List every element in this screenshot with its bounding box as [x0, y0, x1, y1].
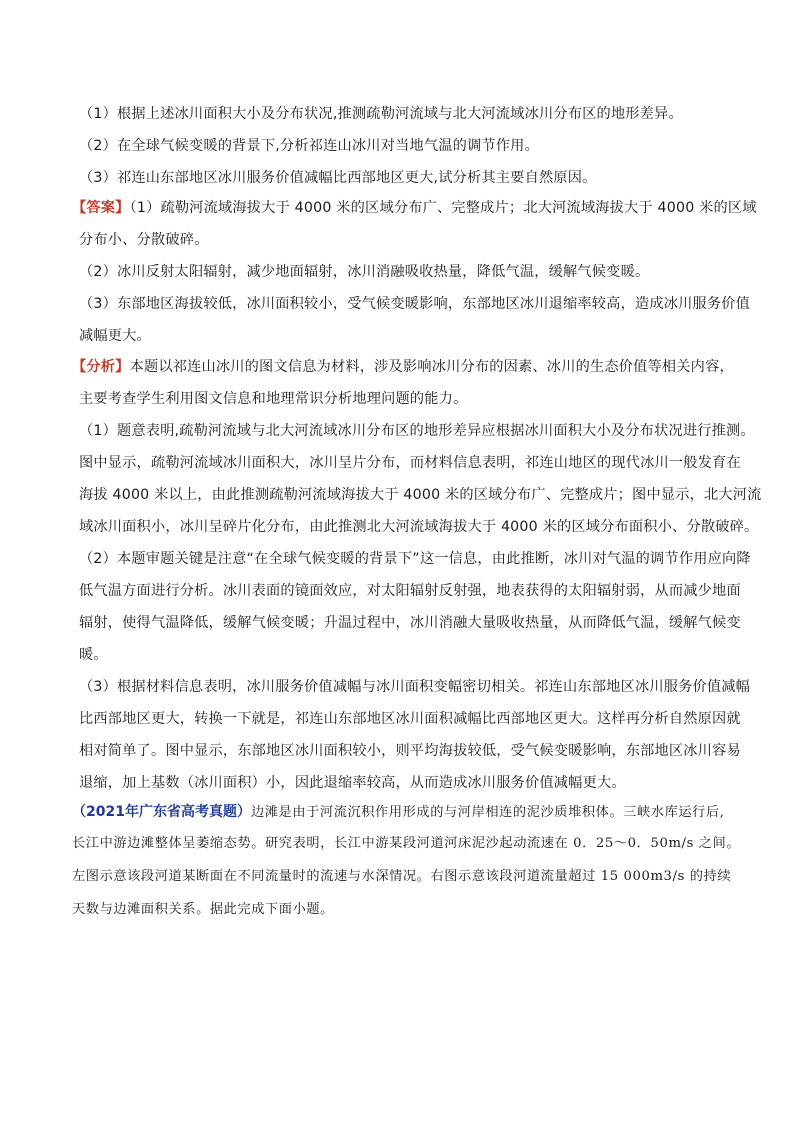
analysis-p3-line-2: 比西部地区更大，转换一下就是，祁连山东部地区冰川面积减幅比西部地区更大。这样再分析自然原因就 — [79, 711, 741, 727]
next-question-stem — [72, 794, 741, 926]
answer-1-text: （1）疏勒河流域海拔大于 4000 米的区域分布广、完整成片；北大河流域海拔大于 4000 米的区域 — [129, 200, 757, 216]
analysis-p1-line-2: 图中显示，疏勒河流域冰川面积大，冰川呈片分布，而材料信息表明，祁连山地区的现代冰川一般发育在 — [79, 455, 741, 471]
analysis-tag: 【分析】 — [72, 359, 130, 375]
analysis-p1-line-4: 域冰川面积小，冰川呈碎片化分布，由此推测北大河流域海拔大于 4000 米的区域分布面积小、分散破碎。 — [79, 519, 759, 535]
answer-section — [72, 192, 757, 352]
analysis-p2-line-4: 暖。 — [79, 647, 108, 663]
question-2: （2）在全球气候变暖的背景下,分析祁连山冰川对当地气温的调节作用。 — [79, 138, 539, 154]
next-question-line-4: 天数与边滩面积关系。据此完成下面小题。 — [72, 902, 334, 917]
next-question-line-3: 左图示意该段河道某断面在不同流量时的流速与水深情况。右图示意该段河道流量超过 15 000m3/s 的持续 — [72, 869, 732, 884]
analysis-intro-line-2: 主要考查学生利用图文信息和地理常识分析地理问题的能力。 — [79, 391, 468, 407]
answer-tag: 【答案】 — [72, 200, 130, 216]
analysis-p1-line-1: （1）题意表明,疏勒河流域与北大河流域冰川分布区的地形差异应根据冰川面积大小及分布状况进行推测。 — [79, 423, 755, 439]
analysis-intro-line-1 — [72, 351, 732, 383]
analysis-p3-line-3: 相对简单了。图中显示，东部地区冰川面积较小，则平均海拔较低，受气候变暖影响，东部地区冰川容易 — [79, 743, 741, 759]
answer-3-line-1: （3）东部地区海拔较低，冰川面积较小，受气候变暖影响，东部地区冰川退缩率较高，造成冰川服务价值 — [79, 296, 751, 312]
analysis-p3-line-4: 退缩，加上基数（冰川面积）小，因此退缩率较高，从而造成冰川服务价值减幅更大。 — [79, 775, 626, 791]
analysis-intro-text: 本题以祁连山冰川的图文信息为材料，涉及影响冰川分布的因素、冰川的生态价值等相关内容， — [129, 359, 734, 375]
question-source: （2021年广东省高考真题） — [72, 804, 251, 820]
answer-1-line-2: 分布小、分散破碎。 — [79, 232, 209, 248]
analysis-p3-line-1: （3）根据材料信息表明，冰川服务价值减幅与冰川面积变幅密切相关。祁连山东部地区冰川服务价值减幅 — [79, 679, 751, 695]
next-question-line-2: 长江中游边滩整体呈萎缩态势。研究表明，长江中游某段河道河床泥沙起动流速在 0．25～0．50m/s 之间。 — [72, 836, 741, 851]
analysis-p2-line-2: 低气温方面进行分析。冰川表面的镜面效应，对太阳辐射反射强，地表获得的太阳辐射弱，从而减少地面 — [79, 583, 741, 599]
next-question-line-1 — [72, 794, 732, 827]
analysis-section — [72, 351, 762, 799]
next-question-text-1: 边滩是由于河流沉积作用形成的与河岸相连的泥沙质堆积体。三峡水库运行后, — [250, 805, 725, 820]
question-list — [72, 98, 732, 194]
answer-3-line-2: 减幅更大。 — [79, 328, 151, 344]
question-1: （1）根据上述冰川面积大小及分布状况,推测疏勒河流域与北大河流域冰川分布区的地形差异。 — [79, 106, 683, 122]
question-3: （3）祁连山东部地区冰川服务价值减幅比西部地区更大,试分析其主要自然原因。 — [79, 170, 597, 186]
analysis-p2-line-3: 辐射，使得气温降低，缓解气候变暖；升温过程中，冰川消融大量吸收热量，从而降低气温，缓解气候变 — [79, 615, 741, 631]
answer-2: （2）冰川反射太阳辐射，减少地面辐射，冰川消融吸收热量，降低气温，缓解气候变暖。 — [79, 264, 650, 280]
analysis-p2-line-1: （2）本题审题关键是注意“在全球气候变暖的背景下”这一信息，由此推断，冰川对气温的调节作用应向降 — [79, 551, 751, 567]
analysis-p1-line-3: 海拔 4000 米以上，由此推测疏勒河流域海拔大于 4000 米的区域分布广、完整成片；图中显示，北大河流 — [79, 487, 762, 503]
answer-1-line-1 — [72, 192, 757, 224]
